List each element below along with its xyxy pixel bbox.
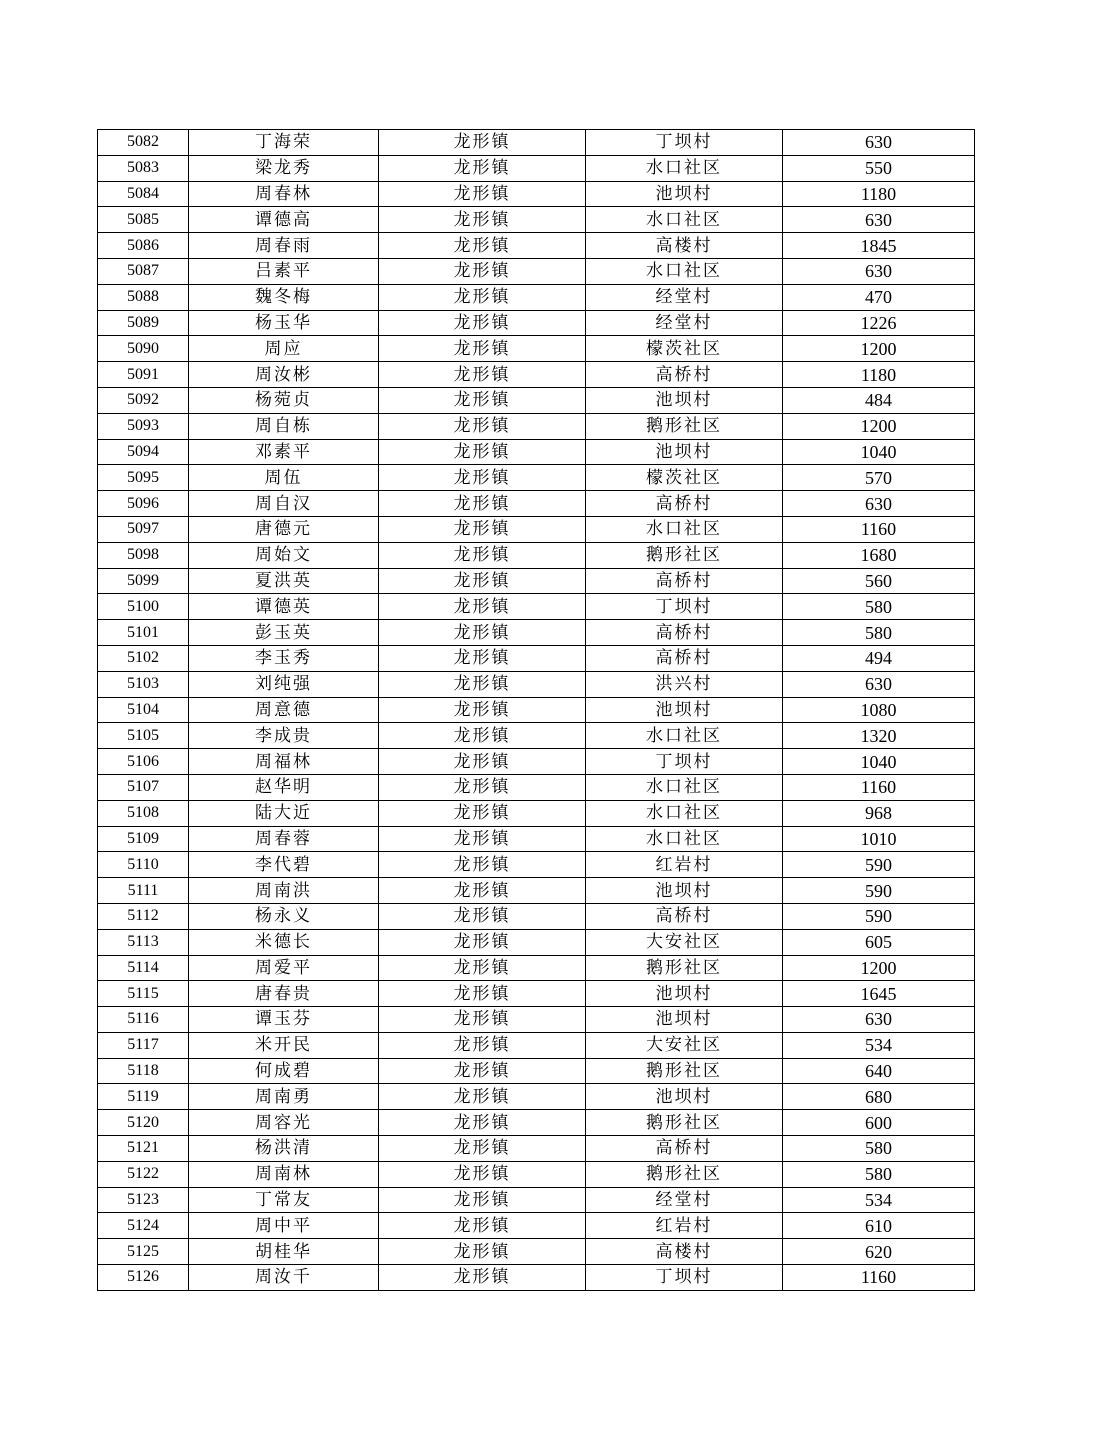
table-row	[98, 568, 975, 594]
amount-cell: 1200	[783, 955, 975, 981]
table-row	[98, 955, 975, 981]
town-cell: 龙形镇	[379, 1213, 586, 1239]
row-number-cell: 5103	[98, 671, 189, 697]
row-number-cell: 5106	[98, 749, 189, 775]
person-name-cell: 谭德高	[189, 207, 379, 233]
amount-cell: 630	[783, 130, 975, 156]
village-cell: 高桥村	[586, 491, 783, 517]
table-row	[98, 697, 975, 723]
village-cell: 池坝村	[586, 878, 783, 904]
table-row	[98, 284, 975, 310]
table-row	[98, 439, 975, 465]
table-row	[98, 645, 975, 671]
village-cell: 水口社区	[586, 774, 783, 800]
amount-cell: 630	[783, 258, 975, 284]
town-cell: 龙形镇	[379, 207, 586, 233]
town-cell: 龙形镇	[379, 645, 586, 671]
amount-cell: 1200	[783, 336, 975, 362]
table-row	[98, 387, 975, 413]
village-cell: 鹅形社区	[586, 1110, 783, 1136]
table-row	[98, 826, 975, 852]
village-cell: 高楼村	[586, 1239, 783, 1265]
village-cell: 高楼村	[586, 233, 783, 259]
amount-cell: 494	[783, 645, 975, 671]
amount-cell: 1226	[783, 310, 975, 336]
person-name-cell: 夏洪英	[189, 568, 379, 594]
town-cell: 龙形镇	[379, 594, 586, 620]
amount-cell: 560	[783, 568, 975, 594]
amount-cell: 580	[783, 1136, 975, 1162]
amount-cell: 580	[783, 594, 975, 620]
row-number-cell: 5104	[98, 697, 189, 723]
person-name-cell: 李代碧	[189, 852, 379, 878]
row-number-cell: 5113	[98, 929, 189, 955]
person-name-cell: 吕素平	[189, 258, 379, 284]
village-cell: 水口社区	[586, 826, 783, 852]
person-name-cell: 邓素平	[189, 439, 379, 465]
person-name-cell: 李成贵	[189, 723, 379, 749]
row-number-cell: 5126	[98, 1265, 189, 1291]
town-cell: 龙形镇	[379, 800, 586, 826]
village-cell: 池坝村	[586, 697, 783, 723]
row-number-cell: 5121	[98, 1136, 189, 1162]
village-cell: 水口社区	[586, 516, 783, 542]
table-row	[98, 310, 975, 336]
amount-cell: 600	[783, 1110, 975, 1136]
amount-cell: 1160	[783, 1265, 975, 1291]
table-row	[98, 1058, 975, 1084]
table-row	[98, 516, 975, 542]
town-cell: 龙形镇	[379, 697, 586, 723]
village-cell: 丁坝村	[586, 594, 783, 620]
village-cell: 高桥村	[586, 1136, 783, 1162]
row-number-cell: 5097	[98, 516, 189, 542]
table-row	[98, 362, 975, 388]
town-cell: 龙形镇	[379, 542, 586, 568]
amount-cell: 590	[783, 903, 975, 929]
table-row	[98, 671, 975, 697]
table-row	[98, 903, 975, 929]
person-name-cell: 唐春贵	[189, 981, 379, 1007]
village-cell: 水口社区	[586, 155, 783, 181]
town-cell: 龙形镇	[379, 362, 586, 388]
person-name-cell: 周南林	[189, 1161, 379, 1187]
town-cell: 龙形镇	[379, 903, 586, 929]
town-cell: 龙形镇	[379, 620, 586, 646]
amount-cell: 550	[783, 155, 975, 181]
village-cell: 丁坝村	[586, 1265, 783, 1291]
village-cell: 鹅形社区	[586, 1161, 783, 1187]
village-cell: 鹅形社区	[586, 542, 783, 568]
village-cell: 池坝村	[586, 1084, 783, 1110]
table-row	[98, 723, 975, 749]
table-row	[98, 774, 975, 800]
person-name-cell: 周春林	[189, 181, 379, 207]
person-name-cell: 周南勇	[189, 1084, 379, 1110]
village-cell: 丁坝村	[586, 749, 783, 775]
row-number-cell: 5084	[98, 181, 189, 207]
amount-cell: 1645	[783, 981, 975, 1007]
person-name-cell: 周中平	[189, 1213, 379, 1239]
village-cell: 经堂村	[586, 310, 783, 336]
town-cell: 龙形镇	[379, 155, 586, 181]
person-name-cell: 周汝彬	[189, 362, 379, 388]
village-cell: 高桥村	[586, 620, 783, 646]
row-number-cell: 5110	[98, 852, 189, 878]
village-cell: 经堂村	[586, 284, 783, 310]
amount-cell: 1040	[783, 439, 975, 465]
row-number-cell: 5124	[98, 1213, 189, 1239]
village-cell: 洪兴村	[586, 671, 783, 697]
amount-cell: 580	[783, 1161, 975, 1187]
amount-cell: 1845	[783, 233, 975, 259]
town-cell: 龙形镇	[379, 749, 586, 775]
amount-cell: 630	[783, 491, 975, 517]
amount-cell: 1320	[783, 723, 975, 749]
town-cell: 龙形镇	[379, 878, 586, 904]
town-cell: 龙形镇	[379, 491, 586, 517]
town-cell: 龙形镇	[379, 284, 586, 310]
town-cell: 龙形镇	[379, 258, 586, 284]
town-cell: 龙形镇	[379, 336, 586, 362]
table-row	[98, 542, 975, 568]
village-cell: 池坝村	[586, 181, 783, 207]
amount-cell: 1010	[783, 826, 975, 852]
town-cell: 龙形镇	[379, 1239, 586, 1265]
town-cell: 龙形镇	[379, 1136, 586, 1162]
row-number-cell: 5114	[98, 955, 189, 981]
amount-cell: 630	[783, 1007, 975, 1033]
village-cell: 高桥村	[586, 568, 783, 594]
row-number-cell: 5092	[98, 387, 189, 413]
row-number-cell: 5098	[98, 542, 189, 568]
amount-cell: 484	[783, 387, 975, 413]
table-row	[98, 207, 975, 233]
town-cell: 龙形镇	[379, 955, 586, 981]
town-cell: 龙形镇	[379, 826, 586, 852]
village-cell: 池坝村	[586, 387, 783, 413]
row-number-cell: 5089	[98, 310, 189, 336]
town-cell: 龙形镇	[379, 1110, 586, 1136]
table-row	[98, 594, 975, 620]
table-row	[98, 1110, 975, 1136]
row-number-cell: 5117	[98, 1032, 189, 1058]
table-row	[98, 155, 975, 181]
table-row	[98, 181, 975, 207]
amount-cell: 580	[783, 620, 975, 646]
person-name-cell: 周春雨	[189, 233, 379, 259]
town-cell: 龙形镇	[379, 516, 586, 542]
village-cell: 鹅形社区	[586, 413, 783, 439]
town-cell: 龙形镇	[379, 310, 586, 336]
row-number-cell: 5101	[98, 620, 189, 646]
person-name-cell: 周伍	[189, 465, 379, 491]
village-cell: 水口社区	[586, 207, 783, 233]
amount-cell: 610	[783, 1213, 975, 1239]
person-name-cell: 周意德	[189, 697, 379, 723]
person-name-cell: 米德长	[189, 929, 379, 955]
person-name-cell: 陆大近	[189, 800, 379, 826]
village-cell: 檬茨社区	[586, 336, 783, 362]
row-number-cell: 5091	[98, 362, 189, 388]
row-number-cell: 5123	[98, 1187, 189, 1213]
town-cell: 龙形镇	[379, 1007, 586, 1033]
table-row	[98, 1084, 975, 1110]
village-cell: 大安社区	[586, 1032, 783, 1058]
amount-cell: 1180	[783, 181, 975, 207]
person-name-cell: 杨洪清	[189, 1136, 379, 1162]
row-number-cell: 5082	[98, 130, 189, 156]
town-cell: 龙形镇	[379, 130, 586, 156]
table-row	[98, 233, 975, 259]
amount-cell: 605	[783, 929, 975, 955]
person-name-cell: 李玉秀	[189, 645, 379, 671]
row-number-cell: 5112	[98, 903, 189, 929]
row-number-cell: 5102	[98, 645, 189, 671]
person-name-cell: 赵华明	[189, 774, 379, 800]
village-cell: 高桥村	[586, 903, 783, 929]
town-cell: 龙形镇	[379, 413, 586, 439]
amount-cell: 620	[783, 1239, 975, 1265]
amount-cell: 1160	[783, 516, 975, 542]
table-row	[98, 1187, 975, 1213]
town-cell: 龙形镇	[379, 1032, 586, 1058]
person-name-cell: 周自汉	[189, 491, 379, 517]
town-cell: 龙形镇	[379, 439, 586, 465]
amount-cell: 590	[783, 878, 975, 904]
person-name-cell: 丁海荣	[189, 130, 379, 156]
table-row	[98, 749, 975, 775]
person-name-cell: 谭德英	[189, 594, 379, 620]
village-cell: 红岩村	[586, 852, 783, 878]
town-cell: 龙形镇	[379, 387, 586, 413]
village-cell: 水口社区	[586, 800, 783, 826]
records-table-body	[98, 130, 975, 1291]
person-name-cell: 梁龙秀	[189, 155, 379, 181]
amount-cell: 590	[783, 852, 975, 878]
person-name-cell: 唐德元	[189, 516, 379, 542]
table-row	[98, 491, 975, 517]
row-number-cell: 5094	[98, 439, 189, 465]
village-cell: 池坝村	[586, 981, 783, 1007]
table-row	[98, 465, 975, 491]
table-row	[98, 1032, 975, 1058]
person-name-cell: 周福林	[189, 749, 379, 775]
table-row	[98, 1265, 975, 1291]
amount-cell: 630	[783, 207, 975, 233]
person-name-cell: 周春蓉	[189, 826, 379, 852]
amount-cell: 1160	[783, 774, 975, 800]
table-row	[98, 336, 975, 362]
row-number-cell: 5118	[98, 1058, 189, 1084]
town-cell: 龙形镇	[379, 181, 586, 207]
row-number-cell: 5083	[98, 155, 189, 181]
amount-cell: 570	[783, 465, 975, 491]
amount-cell: 534	[783, 1032, 975, 1058]
row-number-cell: 5093	[98, 413, 189, 439]
table-row	[98, 929, 975, 955]
person-name-cell: 周爱平	[189, 955, 379, 981]
amount-cell: 1040	[783, 749, 975, 775]
town-cell: 龙形镇	[379, 929, 586, 955]
person-name-cell: 周汝千	[189, 1265, 379, 1291]
town-cell: 龙形镇	[379, 465, 586, 491]
row-number-cell: 5090	[98, 336, 189, 362]
person-name-cell: 米开民	[189, 1032, 379, 1058]
town-cell: 龙形镇	[379, 1058, 586, 1084]
table-row	[98, 800, 975, 826]
amount-cell: 1200	[783, 413, 975, 439]
table-row	[98, 1239, 975, 1265]
person-name-cell: 丁常友	[189, 1187, 379, 1213]
table-row	[98, 1007, 975, 1033]
amount-cell: 640	[783, 1058, 975, 1084]
person-name-cell: 魏冬梅	[189, 284, 379, 310]
table-row	[98, 130, 975, 156]
row-number-cell: 5120	[98, 1110, 189, 1136]
row-number-cell: 5095	[98, 465, 189, 491]
person-name-cell: 周自栋	[189, 413, 379, 439]
person-name-cell: 胡桂华	[189, 1239, 379, 1265]
village-cell: 丁坝村	[586, 130, 783, 156]
town-cell: 龙形镇	[379, 852, 586, 878]
table-row	[98, 1161, 975, 1187]
town-cell: 龙形镇	[379, 233, 586, 259]
person-name-cell: 杨永义	[189, 903, 379, 929]
amount-cell: 1180	[783, 362, 975, 388]
row-number-cell: 5105	[98, 723, 189, 749]
amount-cell: 968	[783, 800, 975, 826]
row-number-cell: 5116	[98, 1007, 189, 1033]
amount-cell: 1680	[783, 542, 975, 568]
amount-cell: 1080	[783, 697, 975, 723]
amount-cell: 470	[783, 284, 975, 310]
amount-cell: 680	[783, 1084, 975, 1110]
town-cell: 龙形镇	[379, 568, 586, 594]
village-cell: 经堂村	[586, 1187, 783, 1213]
amount-cell: 534	[783, 1187, 975, 1213]
amount-cell: 630	[783, 671, 975, 697]
village-cell: 檬茨社区	[586, 465, 783, 491]
village-cell: 鹅形社区	[586, 955, 783, 981]
town-cell: 龙形镇	[379, 1084, 586, 1110]
village-cell: 高桥村	[586, 362, 783, 388]
person-name-cell: 杨玉华	[189, 310, 379, 336]
village-cell: 水口社区	[586, 723, 783, 749]
village-cell: 高桥村	[586, 645, 783, 671]
row-number-cell: 5122	[98, 1161, 189, 1187]
town-cell: 龙形镇	[379, 1161, 586, 1187]
row-number-cell: 5085	[98, 207, 189, 233]
town-cell: 龙形镇	[379, 671, 586, 697]
person-name-cell: 周容光	[189, 1110, 379, 1136]
person-name-cell: 周南洪	[189, 878, 379, 904]
table-row	[98, 620, 975, 646]
person-name-cell: 彭玉英	[189, 620, 379, 646]
table-row	[98, 1136, 975, 1162]
row-number-cell: 5100	[98, 594, 189, 620]
row-number-cell: 5109	[98, 826, 189, 852]
row-number-cell: 5099	[98, 568, 189, 594]
person-name-cell: 周应	[189, 336, 379, 362]
town-cell: 龙形镇	[379, 981, 586, 1007]
table-row	[98, 878, 975, 904]
row-number-cell: 5107	[98, 774, 189, 800]
town-cell: 龙形镇	[379, 1265, 586, 1291]
row-number-cell: 5111	[98, 878, 189, 904]
row-number-cell: 5087	[98, 258, 189, 284]
row-number-cell: 5088	[98, 284, 189, 310]
person-name-cell: 刘纯强	[189, 671, 379, 697]
village-cell: 大安社区	[586, 929, 783, 955]
town-cell: 龙形镇	[379, 723, 586, 749]
row-number-cell: 5115	[98, 981, 189, 1007]
table-row	[98, 1213, 975, 1239]
village-cell: 水口社区	[586, 258, 783, 284]
village-cell: 红岩村	[586, 1213, 783, 1239]
table-row	[98, 981, 975, 1007]
row-number-cell: 5108	[98, 800, 189, 826]
village-cell: 池坝村	[586, 1007, 783, 1033]
row-number-cell: 5119	[98, 1084, 189, 1110]
row-number-cell: 5096	[98, 491, 189, 517]
records-table	[97, 129, 975, 1291]
town-cell: 龙形镇	[379, 774, 586, 800]
row-number-cell: 5086	[98, 233, 189, 259]
person-name-cell: 周始文	[189, 542, 379, 568]
table-row	[98, 852, 975, 878]
town-cell: 龙形镇	[379, 1187, 586, 1213]
person-name-cell: 杨菀贞	[189, 387, 379, 413]
person-name-cell: 谭玉芬	[189, 1007, 379, 1033]
person-name-cell: 何成碧	[189, 1058, 379, 1084]
row-number-cell: 5125	[98, 1239, 189, 1265]
table-row	[98, 413, 975, 439]
village-cell: 池坝村	[586, 439, 783, 465]
table-row	[98, 258, 975, 284]
village-cell: 鹅形社区	[586, 1058, 783, 1084]
